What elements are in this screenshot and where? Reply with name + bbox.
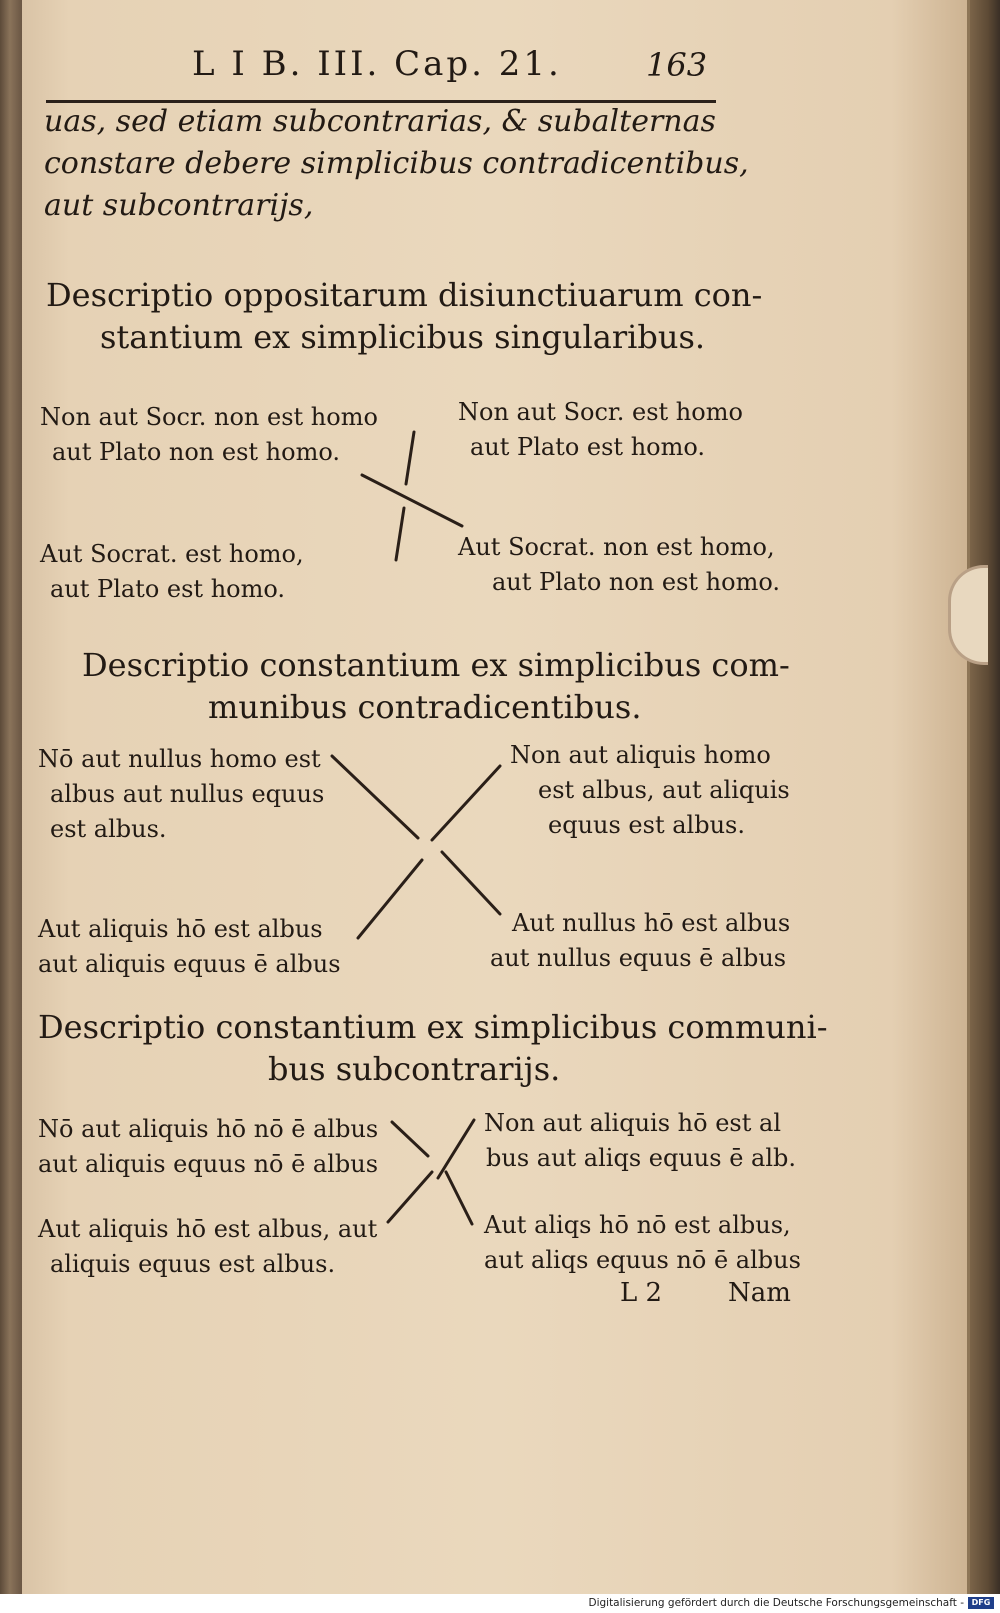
section2-bottom-right: Aut nullus hō est albus aut nullus equus ē albus	[490, 909, 791, 972]
section3-bottom-left: Aut aliquis hō est albus, aut aliquis equus est albus.	[38, 1215, 378, 1278]
section1-line-vertical-top	[406, 432, 414, 484]
intro-line-2: constare debere simplicibus contradicentibus,	[44, 146, 749, 181]
section1-bottom-left: Aut Socrat. est homo, aut Plato est homo.	[40, 540, 304, 603]
intro-line-3: aut subcontrarijs,	[44, 188, 314, 223]
section1-top-left: Non aut Socr. non est homo aut Plato non est homo.	[40, 403, 378, 466]
section1-line-vertical-bottom	[396, 508, 404, 560]
section1-bottom-right: Aut Socrat. non est homo, aut Plato non est homo.	[458, 533, 780, 596]
section2-line-tr	[432, 766, 500, 840]
section2-heading-line1: Descriptio constantium ex simplicibus com-	[82, 646, 790, 684]
section3-top-left: Nō aut aliquis hō nō ē albus aut aliquis equus nō ē albus	[38, 1115, 379, 1178]
page-number: 163	[646, 46, 708, 84]
section3-line-tl	[392, 1122, 428, 1156]
section3-line-br	[446, 1172, 472, 1224]
dfg-logo: DFG	[968, 1597, 994, 1609]
section1-line-diagonal	[362, 475, 462, 526]
section2-line-br	[442, 852, 500, 914]
catchword: Nam	[728, 1278, 791, 1308]
section3-bottom-right: Aut aliqs hō nō est albus, aut aliqs equus nō ē albus	[484, 1211, 801, 1274]
intro-line-1: uas, sed etiam subcontrarias, & subalternas	[44, 104, 716, 139]
section1-heading-line1: Descriptio oppositarum disiunctiuarum con-	[46, 276, 763, 314]
section2-top-right: Non aut aliquis homo est albus, aut aliquis equus est albus.	[510, 741, 790, 839]
section3-line-tr	[438, 1120, 474, 1178]
section3-top-right: Non aut aliquis hō est al bus aut aliqs equus ē alb.	[484, 1109, 797, 1172]
running-header: L I B. III. Cap. 21.	[192, 44, 562, 84]
section3-line-bl	[388, 1172, 432, 1222]
footer-credit: Digitalisierung gefördert durch die Deutsche Forschungsgemeinschaft -	[588, 1597, 964, 1609]
section2-heading-line2: munibus contradicentibus.	[208, 688, 642, 726]
section2-bottom-left: Aut aliquis hō est albus aut aliquis equus ē albus	[38, 915, 341, 978]
section3-heading-line1: Descriptio constantium ex simplicibus communi-	[38, 1008, 828, 1046]
section2-line-bl	[358, 860, 422, 938]
section3-heading-line2: bus subcontrarijs.	[268, 1050, 561, 1088]
digitization-footer	[0, 1594, 1000, 1613]
section1-top-right: Non aut Socr. est homo aut Plato est homo.	[458, 398, 743, 461]
section2-top-left: Nō aut nullus homo est albus aut nullus equus est albus.	[38, 745, 325, 843]
section1-heading-line2: stantium ex simplicibus singularibus.	[100, 318, 706, 356]
signature-mark: L 2	[620, 1278, 663, 1308]
section2-line-tl	[332, 756, 418, 838]
